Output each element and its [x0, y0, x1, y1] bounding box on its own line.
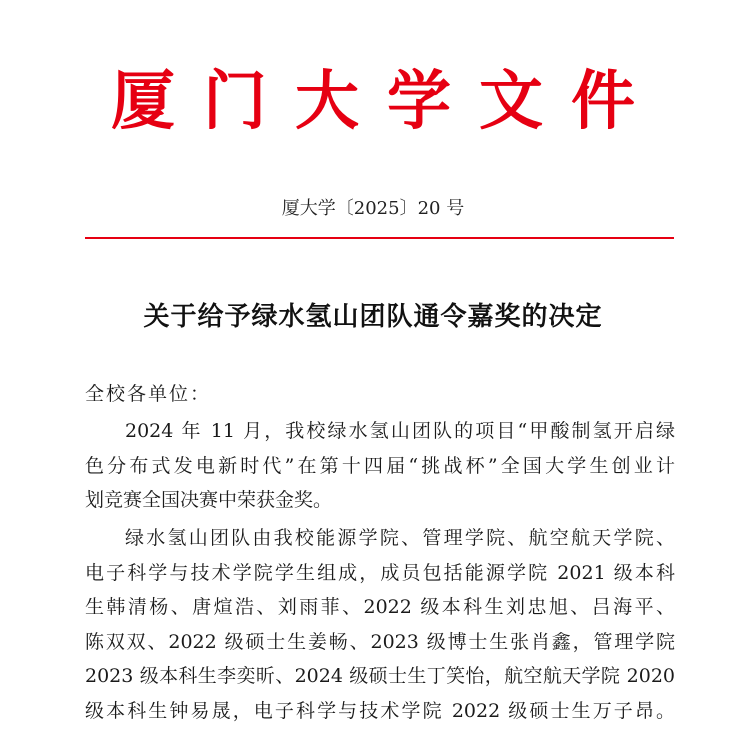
salutation: 全校各单位：: [85, 383, 212, 405]
paragraph-line: 陈双双、2022 级硕士生姜畅、2023 级博士生张肖鑫，管理学院: [85, 630, 675, 653]
body-paragraph-1: [85, 414, 675, 518]
paragraph-line: 2023 级本科生李奕昕、2024 级硕士生丁笑怡，航空航天学院 2020: [85, 665, 675, 687]
paragraph-line: 划竞赛全国决赛中荣获金奖。: [85, 489, 333, 511]
paragraph-line: 绿水氢山团队由我校能源学院、管理学院、航空航天学院、: [125, 527, 675, 549]
document-title: 关于给予绿水氢山团队通令嘉奖的决定: [143, 302, 603, 332]
paragraph-line: 级本科生钟易晟，电子科学与技术学院 2022 级硕士生万子昂。: [85, 699, 675, 722]
paragraph-line: 2024 年 11 月，我校绿水氢山团队的项目“甲酸制氢开启绿: [125, 420, 675, 442]
body-paragraph-2: [85, 521, 675, 728]
red-divider-line: [85, 237, 674, 239]
masthead-title: 厦门大学文件: [111, 64, 663, 139]
paragraph-line: 生韩清杨、唐煊浩、刘雨菲、2022 级本科生刘忠旭、吕海平、: [85, 596, 675, 618]
document-number: 厦大学〔2025〕20 号: [281, 198, 465, 219]
paragraph-line: 电子科学与技术学院学生组成，成员包括能源学院 2021 级本科: [85, 561, 675, 584]
paragraph-line: 色分布式发电新时代”在第十四届“挑战杯”全国大学生创业计: [85, 454, 675, 477]
masthead: [0, 62, 746, 142]
